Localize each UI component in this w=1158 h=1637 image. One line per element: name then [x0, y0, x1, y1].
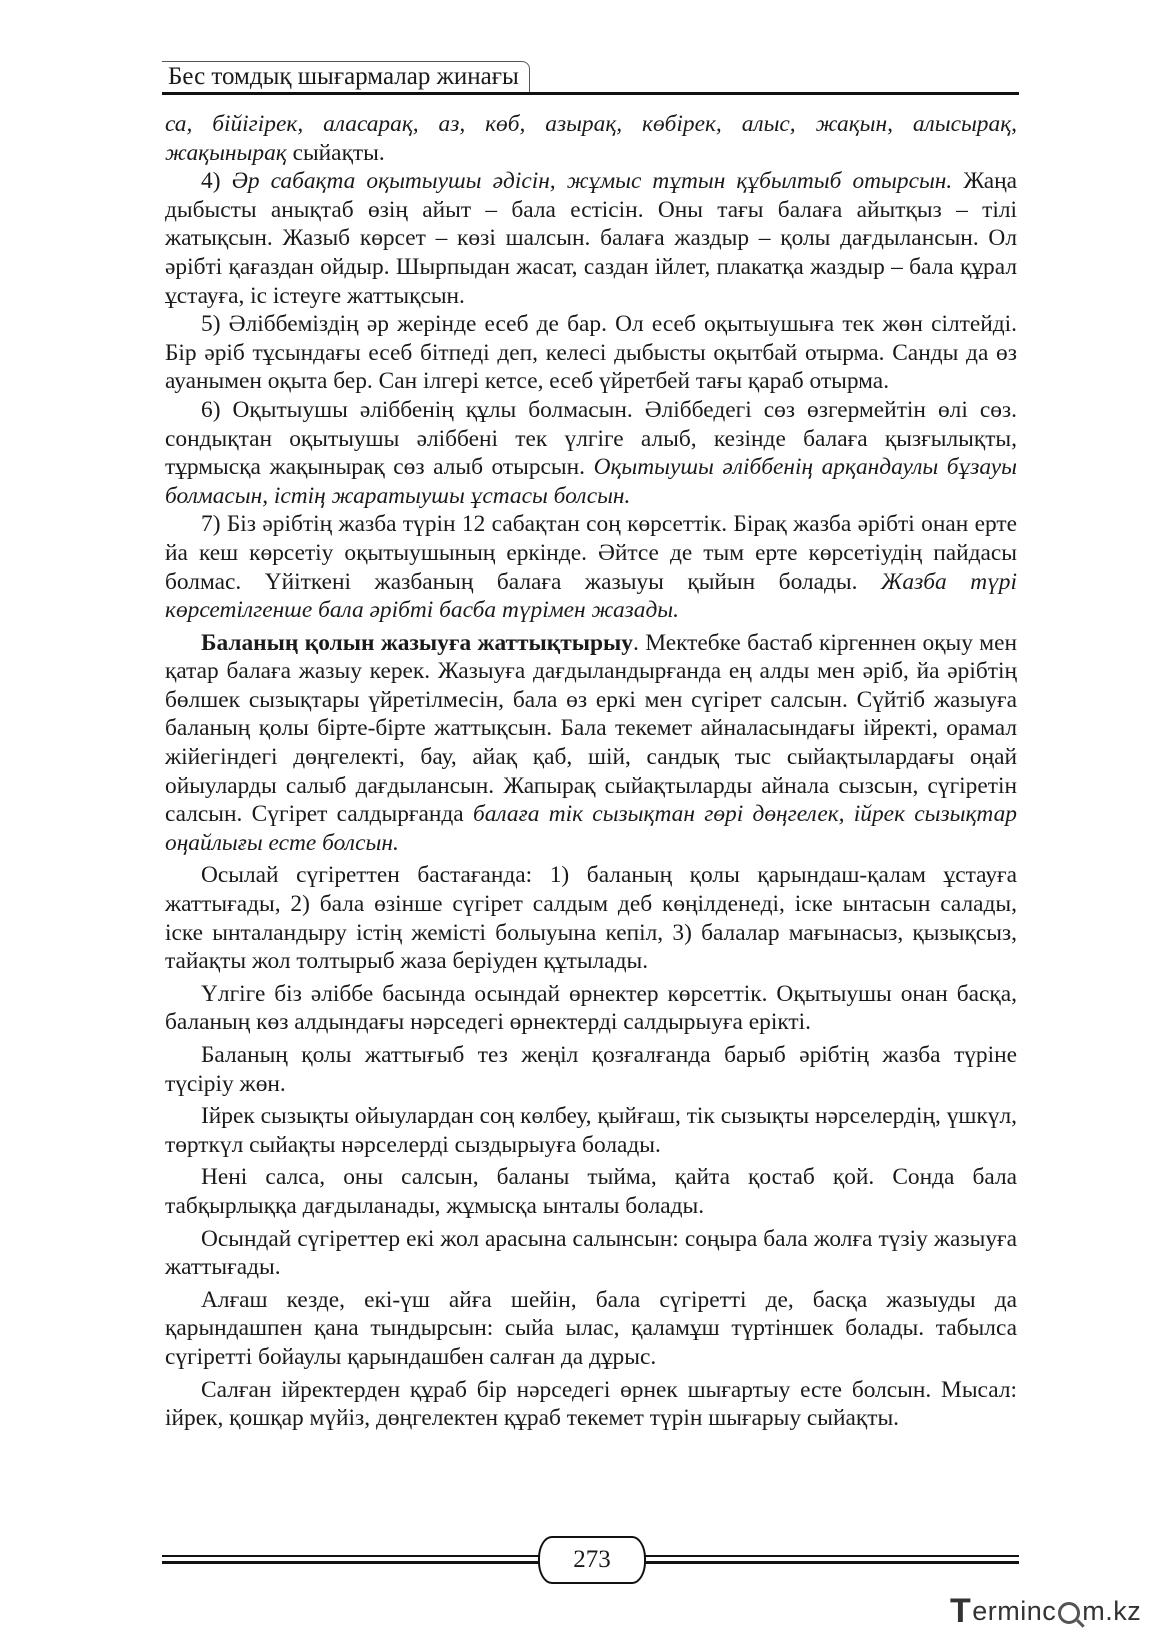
paragraph-5-italic: Жазба түрі көрсетілгенше бала әрібті басба түрімен жазады.	[165, 568, 1017, 624]
header-title: Бес томдық шығармалар жинағы	[162, 61, 530, 92]
paragraph-4-italic: Оқытыушы әліббенің арқандаулы бұзауы болмасын, істің жаратыушы ұстасы болсын.	[165, 454, 1017, 509]
paragraph-4	[165, 396, 1017, 510]
paragraph-13-text: Алғаш кезде, екі-үш айға шейін, бала сүгіретті де, басқа жазыуды да қарындашпен қана тындырсын: сыйа ылас, қаламұш түртіншек болады. табылса сүгіретті бойаулы қарындашбен салған да дұрыс.	[165, 1286, 1017, 1370]
magnifier-icon	[1058, 1602, 1080, 1624]
watermark-initial: T	[950, 1591, 972, 1630]
paragraph-5-text: 7) Біз әрібтің жазба түрін 12 сабақтан соң көрсеттік. Бірақ жазба әрібті онан ерте йа кеш көрсетіу оқытыушының еркінде. Әйтсе де тым ерте көрсетіудің пайдасы болмас. Үйіткені жазбаның балаға жазыуы қыйын болады.	[165, 511, 1017, 595]
running-header	[162, 57, 1019, 95]
paragraph-5	[165, 510, 1017, 624]
section-heading: Баланың қолын жазыуға жаттықтырыу	[201, 629, 633, 656]
watermark-text-end: m.kz	[1082, 1595, 1142, 1626]
paragraph-6-text: . Мектебке бастаб кіргеннен оқыу мен қатар балаға жазыу керек. Жазыуға дағдыландырғанда ең алды мен әріб, йа әрібтің бөлшек сызықтары үйретілмесін, бала өз еркі мен сүгірет салсын. Сүйтіб жазыуға баланың қолы бірте-бірте жаттықсын. Бала текемет айналасындағы ійректі, орамал жійегіндегі дөңгелекті, бау, айақ қаб, шій, сандық тыс сыйақтылардағы оңай ойыуларды салыб дағдылансын. Жапырақ сыйақтыларды айнала сызсын, сүгіретін салсын. Сүгірет салдырғанда	[165, 629, 1017, 828]
paragraph-7	[165, 861, 1017, 975]
paragraph-2	[165, 167, 1017, 310]
paragraph-10	[165, 1102, 1017, 1159]
paragraph-12-text: Осындай сүгіреттер екі жол арасына салынсын: соңыра бала жолға түзіу жазыуға жаттығады.	[165, 1225, 1017, 1281]
paragraph-11	[165, 1163, 1017, 1220]
paragraph-6-italic: балаға тік сызықтан гөрі дөңгелек, ійрек сызықтар оңайлығы есте болсын.	[165, 801, 1017, 856]
paragraph-12	[165, 1225, 1017, 1282]
paragraph-2-text: Жаңа дыбысты анықтаб өзің айыт – бала естісін. Оны тағы балаға айытқыз – тілі жатықсын. Жазыб көрсет – көзі шалсын. балаға жаздыр – қолы дағдылансын. Ол әрібті қағаздан ойдыр. Шырпыдан жасат, саздан ійлет, плакатқа жаздыр – бала құрал ұстауға, іс істеуге жаттықсын.	[165, 168, 1017, 309]
paragraph-6	[165, 629, 1017, 858]
paragraph-9-text: Баланың қолы жаттығыб тез жеңіл қозғалғанда барыб әрібтің жазба түріне түсіріу жөн.	[165, 1042, 1017, 1097]
paragraph-1	[165, 110, 1017, 167]
paragraph-8-text: Үлгіге біз әліббе басында осындай өрнектер көрсеттік. Оқытыушы онан басқа, баланың көз алдындағы нәрседегі өрнектерді салдырыуға ерікті.	[165, 980, 1017, 1036]
paragraph-3	[165, 310, 1017, 396]
paragraph-2-italic: Әр сабақта оқытыушы әдісін, жұмыс тұтын құбылтыб отырсын.	[231, 168, 953, 195]
paragraph-14	[165, 1376, 1017, 1433]
paragraph-1-italic: са, бійігірек, аласарақ, аз, көб, азырақ, көбірек, алыс, жақын, алысырақ, жақынырақ	[165, 111, 1017, 166]
paragraph-14-text: Салған ійректерден құраб бір нәрседегі өрнек шығартыу есте болсын. Мысал: ійрек, қошқар мүйіз, дөңгелектен құраб текемет түрін шығарыу сыйақты.	[165, 1376, 1017, 1432]
paragraph-13	[165, 1286, 1017, 1372]
site-watermark	[950, 1591, 1142, 1630]
paragraph-3-text: 5) Әліббеміздің әр жерінде есеб де бар. Ол есеб оқытыушыға тек жөн сілтейді. Бір әріб тұсындағы есеб бітпеді деп, келесі дыбысты оқытбай отырма. Санды да өз ауанымен оқыта бер. Сан ілгері кетсе, есеб үйретбей тағы қараб отырма.	[165, 311, 1017, 395]
page-number-frame	[538, 1536, 646, 1584]
paragraph-9	[165, 1041, 1017, 1098]
page-body	[165, 110, 1017, 1433]
page-number: 273	[573, 1546, 611, 1573]
paragraph-7-text: Осылай сүгіреттен бастағанда: 1) баланың қолы қарындаш-қалам ұстауға жаттығады, 2) бала өзінше сүгірет салдым деб көңілденеді, іске ынтасын салады, іске ынталандыру істің жемісті болыуына кепіл, 3) балалар мағынасыз, қызықсыз, тайақты жол толтырыб жаза беріуден құтылады.	[165, 862, 1017, 975]
page-footer	[162, 1536, 1019, 1582]
header-rule	[162, 92, 1019, 95]
paragraph-8	[165, 980, 1017, 1037]
paragraph-11-text: Нені салса, оны салсын, баланы тыйма, қайта қостаб қой. Сонда бала табқырлыққа дағдыланады, жұмысқа ынталы болады.	[165, 1164, 1017, 1219]
paragraph-10-text: Ійрек сызықты ойыулардан соң көлбеу, қыйғаш, тік сызықты нәрселердің, үшкүл, төрткүл сыйақты нәрселерді сыздырыуға болады.	[165, 1103, 1017, 1158]
paragraph-4-text: 6) Оқытыушы әліббенің құлы болмасын. Әліббедегі сөз өзгермейтін өлі сөз. сондықтан оқытыушы әліббені тек үлгіге алыб, кезінде балаға қызғылықты, тұрмысқа жақынырақ сөз алыб отырсын.	[165, 396, 1017, 481]
paragraph-1-tail: сыйақты.	[286, 139, 385, 166]
watermark-text-start: erminc	[972, 1595, 1057, 1626]
paragraph-2-number: 4)	[201, 168, 232, 195]
